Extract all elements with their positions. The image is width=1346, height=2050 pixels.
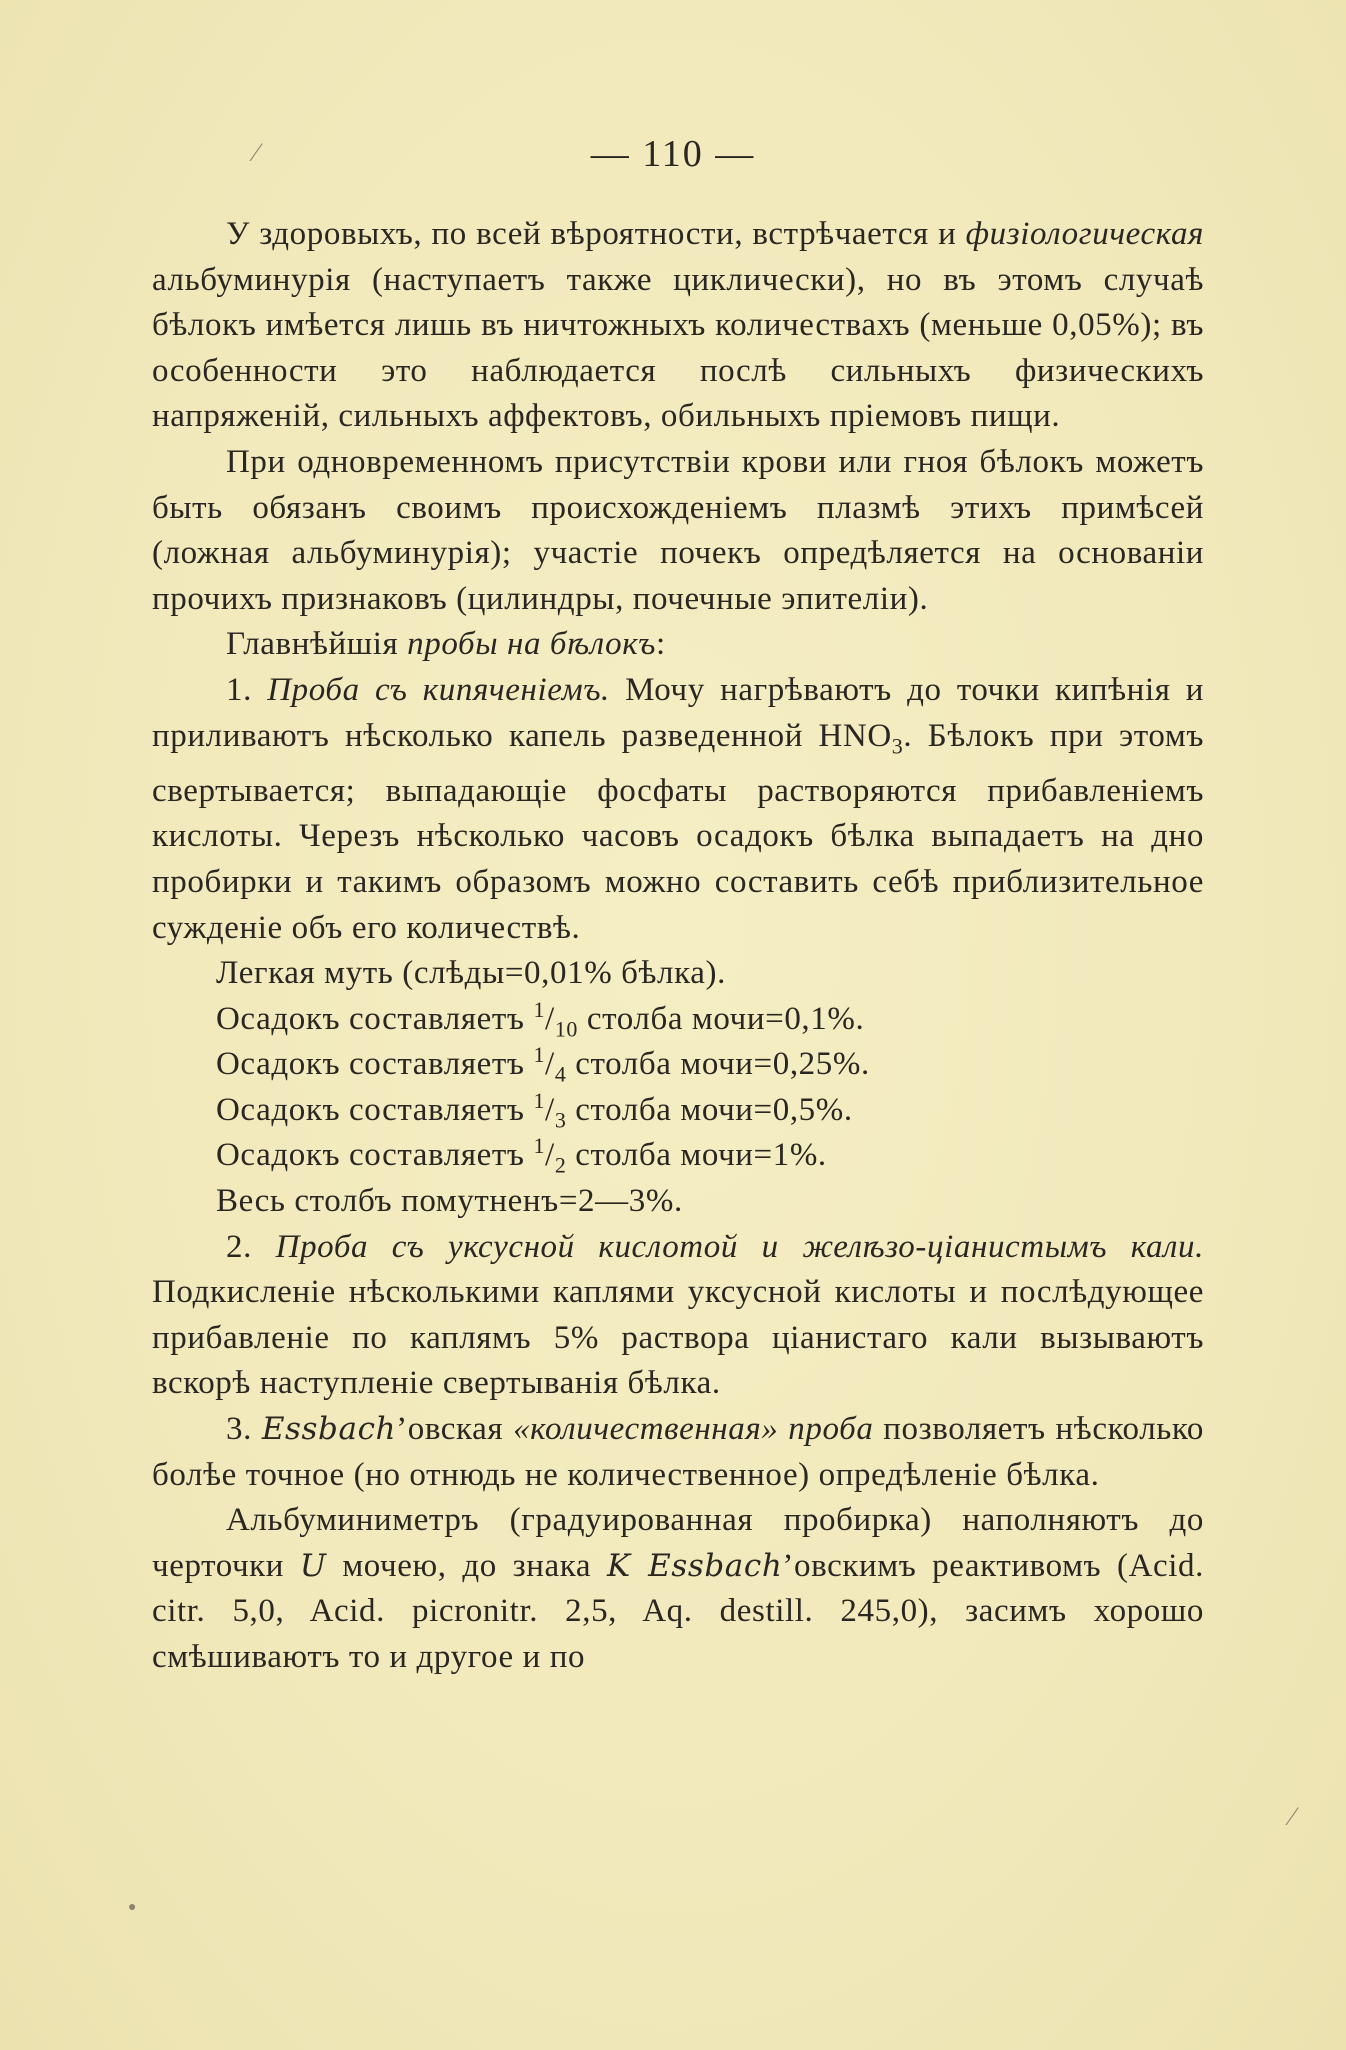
- measure-line: Осадокъ составляетъ $^1/_3$ столба мочи=0,5%.: [216, 1087, 853, 1133]
- measure-line: Осадокъ составляетъ $^1/_4$ столба мочи=0,25%.: [216, 1042, 870, 1087]
- fraction: $^1/_4$: [533, 1042, 567, 1087]
- measure-line: Легкая муть (слѣды=0,01% бѣлка).: [216, 955, 726, 992]
- body-text: [152, 212, 1204, 1681]
- measure-line: Осадокъ составляетъ $^1/_2$ столба мочи=1%.: [216, 1133, 827, 1179]
- page-number: — 110 —: [590, 133, 756, 175]
- fraction: $^1/_2$: [533, 1133, 567, 1179]
- measure-line: Осадокъ составляетъ $^1/_{10}$ столба мочи=0,1%.: [216, 996, 865, 1042]
- measure-line: Весь столбъ помутненъ=2—3%.: [216, 1183, 683, 1220]
- ink-spot: ●: [128, 1900, 137, 1915]
- paragraph-albuminimeter: Альбуминиметръ (градуированная пробирка) наполняютъ до черточки U мочею, до знака K Essbach’овскимъ реактивомъ (Acid. citr. 5,0, Acid. picronitr. 2,5, Aq. destill. 245,0), засимъ хорошо смѣшиваютъ то и другое и по: [152, 1502, 1204, 1675]
- paragraph-acetic-acid-test: 2. Проба съ уксусной кислотой и желѣзо-ціанистымъ кали. Подкисленіе нѣсколькими каплями уксусной кислоты и послѣдующее прибавленіе по каплямъ 5% раствора ціанистаго кали вызываютъ вскорѣ наступленіе свертыванія бѣлка.: [152, 1228, 1204, 1402]
- pencil-mark: ⁄: [254, 138, 259, 167]
- paragraph-boiling-test: 1. Проба съ кипяченіемъ. Мочу нагрѣваютъ до точки кипѣнія и приливаютъ нѣсколько капель разведенной $HNO_3$. Бѣлокъ при этомъ свертывается; выпадающіе фосфаты растворяются прибавленіемъ кислоты. Черезъ нѣсколько часовъ осадокъ бѣлка выпадаетъ на дно пробирки и такимъ образомъ можно составить себѣ приблизительное сужденіе объ его количествѣ.: [152, 671, 1204, 946]
- pencil-mark-margin: ⁄: [1290, 1802, 1295, 1831]
- paragraph-physiological-albuminuria: У здоровыхъ, по всей вѣроятности, встрѣчается и физіологическая альбуминурія (наступаетъ также циклически), но въ этомъ случаѣ бѣлокъ имѣется лишь въ ничтожныхъ количествахъ (меньше 0,05%); въ особенности это наблюдается послѣ сильныхъ физическихъ напряженій, сильныхъ аффектовъ, обильныхъ пріемовъ пищи.: [152, 216, 1204, 435]
- sediment-measure-list: [152, 951, 1204, 1225]
- paragraph-false-albuminuria: При одновременномъ присутствіи крови или гноя бѣлокъ можетъ быть обязанъ своимъ происхожденіемъ плазмѣ этихъ примѣсей (ложная альбуминурія); участіе почекъ опредѣляется на основаніи прочихъ признаковъ (цилиндры, почечные эпителіи).: [152, 443, 1204, 617]
- paragraph-main-tests-heading: Главнѣйшія пробы на бѣлокъ:: [226, 626, 666, 663]
- paragraph-essbach-test: 3. Essbach’овская «количественная» проба позволяетъ нѣсколько болѣе точное (но отнюдь не количественное) опредѣленіе бѣлка.: [152, 1411, 1204, 1493]
- fraction: $^1/_{10}$: [533, 996, 579, 1042]
- fraction: $^1/_3$: [533, 1087, 567, 1133]
